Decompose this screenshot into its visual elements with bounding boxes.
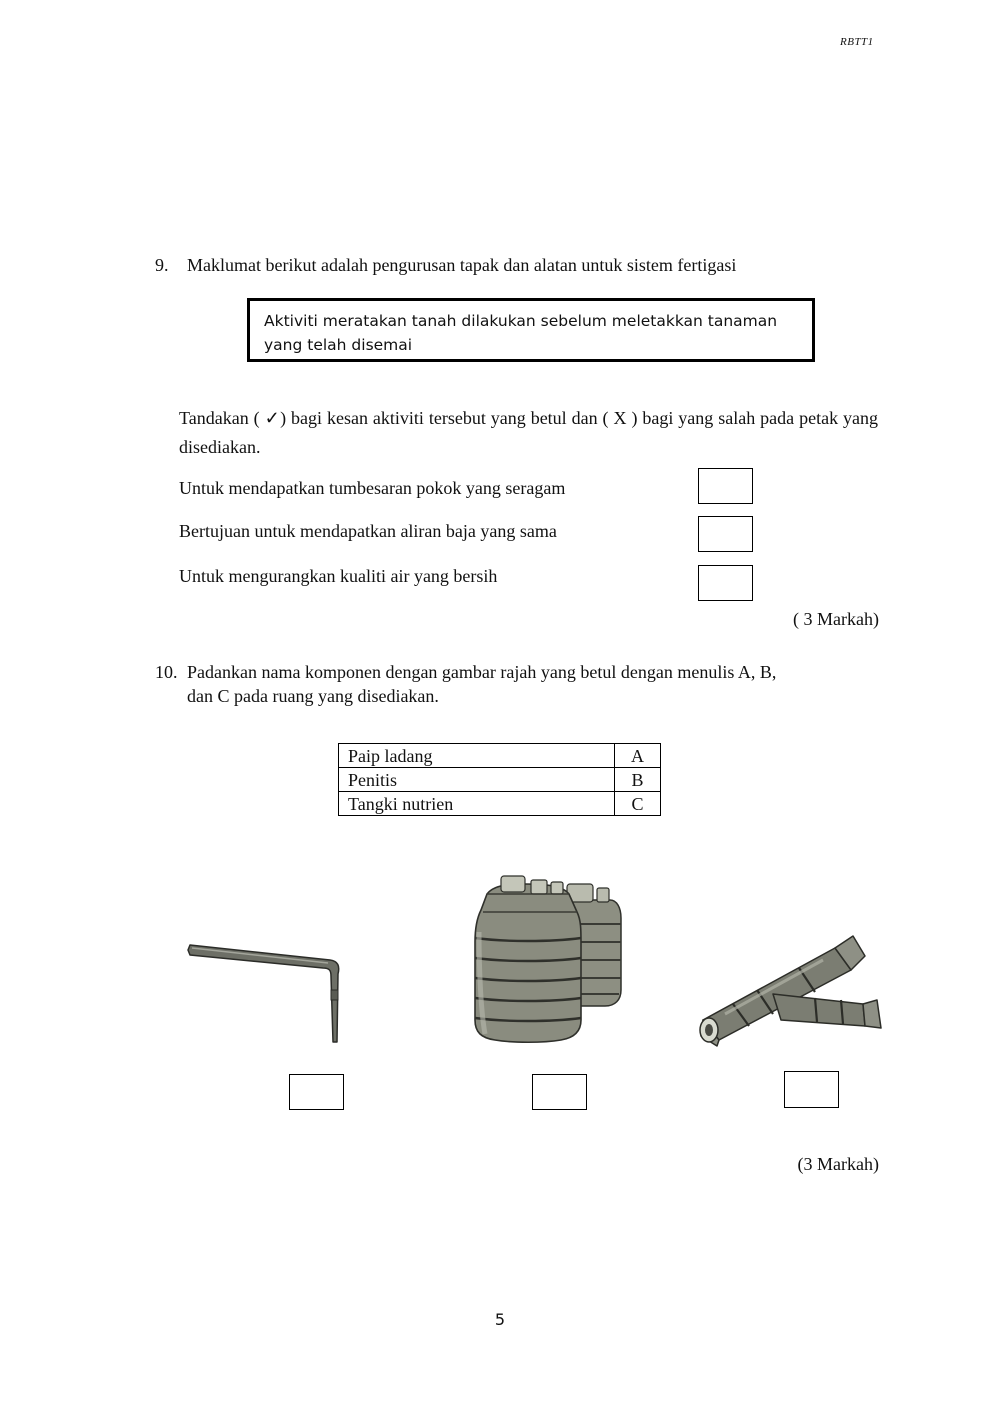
q10-marks: (3 Markah) [797,1154,879,1174]
q9-instruction: Tandakan ( ✓) bagi kesan aktiviti tersebut yang betul dan ( X ) bagi yang salah pada petak yang disediakan. [179,408,878,457]
q9-info-line2: yang telah disemai [264,336,413,354]
drip-emitter-stake-image [180,930,350,1050]
document-code: RBTT1 [840,36,874,48]
table-row [339,744,661,768]
q9-info-box [247,298,815,362]
q10-answer-box-2[interactable] [532,1074,587,1110]
nutrient-tanks-image [465,872,630,1044]
q9-answer-box-2[interactable] [698,516,753,552]
q9-answer-box-1[interactable] [698,468,753,504]
q10-number: 10. [155,662,178,682]
table-row [339,792,661,816]
component-name: Tangki nutrien [339,792,615,816]
t-connector-pipe-image [695,928,885,1048]
q9-info-line1: Aktiviti meratakan tanah dilakukan sebelum meletakkan tanaman [264,312,778,330]
q10-text-line2: dan C pada ruang yang disediakan. [187,686,439,706]
q9-number: 9. [155,255,169,275]
q9-statement-3: Untuk mengurangkan kualiti air yang bersih [179,566,498,586]
component-name: Paip ladang [339,744,615,768]
q9-text: Maklumat berikut adalah pengurusan tapak dan alatan untuk sistem fertigasi [187,255,737,275]
q10-answer-box-1[interactable] [289,1074,344,1110]
q9-marks: ( 3 Markah) [793,609,879,629]
q10-text-line1: Padankan nama komponen dengan gambar rajah yang betul dengan menulis A, B, [187,662,777,682]
page-number: 5 [494,1310,506,1329]
q9-statement-1: Untuk mendapatkan tumbesaran pokok yang seragam [179,478,566,498]
component-letter: C [615,792,661,816]
q10-answer-box-3[interactable] [784,1071,839,1108]
component-letter: A [615,744,661,768]
q9-answer-box-3[interactable] [698,565,753,601]
q10-match-table [338,743,661,816]
table-row [339,768,661,792]
q9-statement-2: Bertujuan untuk mendapatkan aliran baja yang sama [179,521,557,541]
component-letter: B [615,768,661,792]
component-name: Penitis [339,768,615,792]
